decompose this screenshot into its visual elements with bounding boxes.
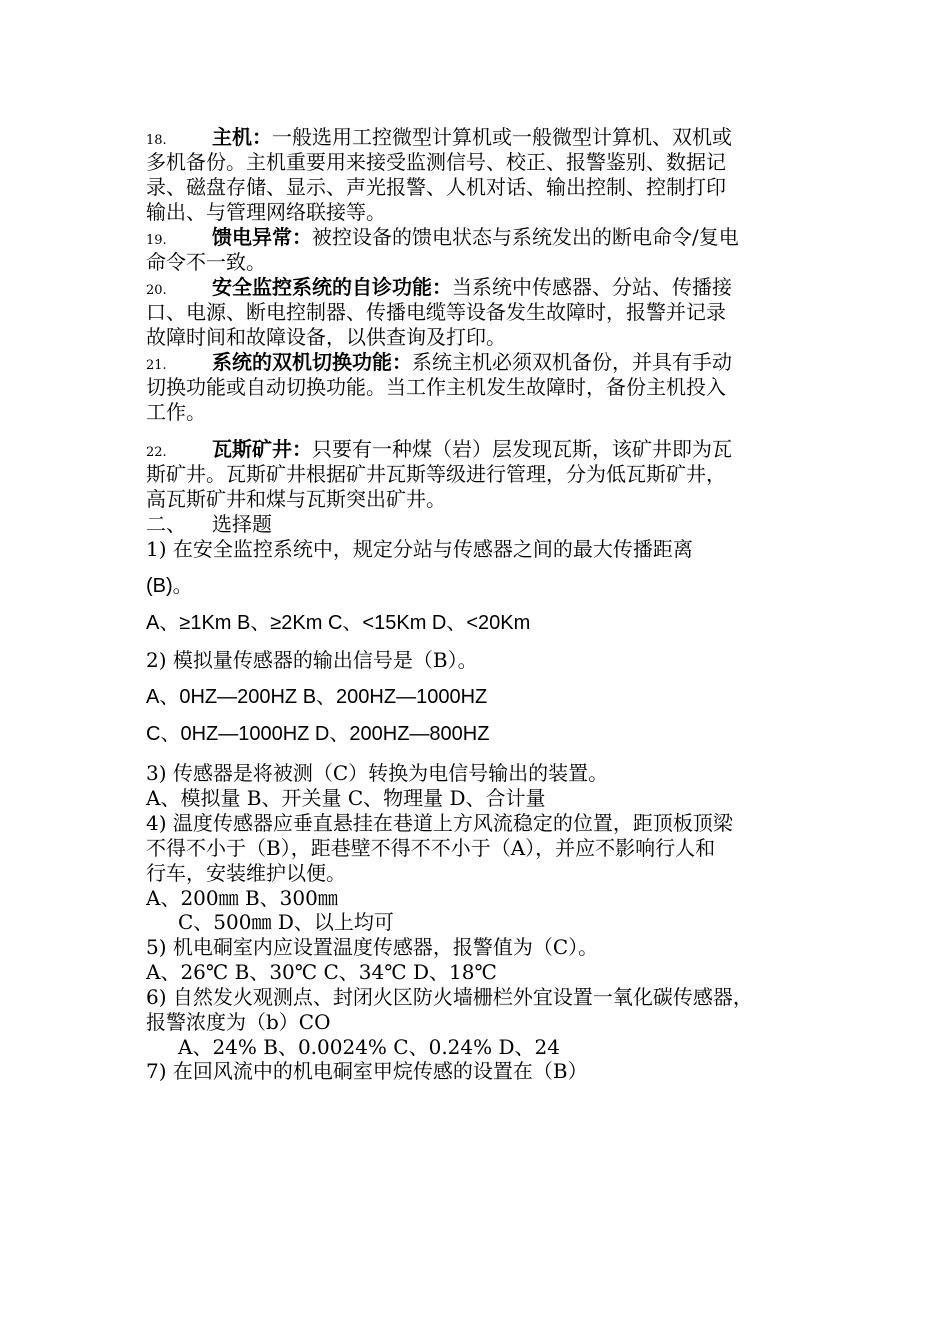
section-heading (146, 512, 272, 536)
question-5-options: A、26℃ B、30℃ C、34℃ D、18℃ (146, 960, 497, 984)
definition-20-line-1 (146, 275, 732, 303)
definition-text: 切换功能或自动切换功能。当工作主机发生故障时，备份主机投入 (146, 375, 726, 399)
question-6-options: A、24% B、0.0024% C、0.24% D、24 (178, 1035, 560, 1059)
question-6-text-2: 报警浓度为（b）CO (146, 1010, 331, 1034)
definition-text: 被控设备的馈电状态与系统发出的断电命令/复电 (312, 225, 739, 249)
question-4-options-1: A、200㎜ B、300㎜ (146, 886, 338, 910)
definition-text: 多机备份。主机重要用来接受监测信号、校正、报警鉴别、数据记 (146, 150, 726, 174)
definition-text: 斯矿井。瓦斯矿井根据矿井瓦斯等级进行管理，分为低瓦斯矿井， (146, 462, 726, 486)
question-2-options-1: A、0HZ—200HZ B、200HZ—1000HZ (146, 686, 488, 708)
definition-text: 输出、与管理网络联接等。 (146, 200, 386, 224)
definition-term: 瓦斯矿井： (212, 437, 312, 461)
question-4-text: 4) 温度传感器应垂直悬挂在巷道上方风流稳定的位置，距顶板顶梁 (146, 811, 733, 835)
question-4-text-3: 行车，安装维护以便。 (146, 861, 346, 885)
definition-text: 口、电源、断电控制器、传播电缆等设备发生故障时，报警并记录 (146, 300, 726, 324)
question-3-text: 3) 传感器是将被测（C）转换为电信号输出的装置。 (146, 761, 609, 785)
definition-term: 主机： (212, 125, 272, 149)
item-number: 19. (146, 233, 167, 248)
definition-text: 一般选用工控微型计算机或一般微型计算机、双机或 (272, 125, 732, 149)
definition-text: 当系统中传感器、分站、传播接 (452, 275, 732, 299)
question-6-text: 6) 自然发火观测点、封闭火区防火墙栅栏外宜设置一氧化碳传感器， (146, 985, 753, 1009)
definition-term: 馈电异常： (212, 225, 312, 249)
question-1-options: A、≥1Km B、≥2Km C、<15Km D、<20Km (146, 612, 531, 634)
item-number: 20. (146, 283, 167, 298)
definition-term: 安全监控系统的自诊功能： (212, 275, 452, 299)
definition-text: 高瓦斯矿井和煤与瓦斯突出矿井。 (146, 487, 446, 511)
definition-19-line-1 (146, 225, 739, 253)
section-title: 选择题 (212, 512, 272, 536)
definition-term: 系统的双机切换功能： (212, 350, 412, 374)
definition-text: 系统主机必须双机备份，并具有手动 (412, 350, 732, 374)
definition-22-line-1 (146, 437, 732, 465)
item-number: 22. (146, 445, 167, 460)
definition-text: 故障时间和故障设备，以供查询及打印。 (146, 325, 506, 349)
question-1-text: 1) 在安全监控系统中，规定分站与传感器之间的最大传播距离 (146, 537, 693, 561)
question-2-text: 2) 模拟量传感器的输出信号是（B）。 (146, 648, 478, 672)
question-3-options: A、模拟量 B、开关量 C、物理量 D、合计量 (146, 786, 546, 810)
question-7-text: 7) 在回风流中的机电硐室甲烷传感的设置在（B） (146, 1059, 588, 1083)
definition-21-line-1 (146, 350, 732, 378)
section-number: 二、 (146, 512, 186, 536)
item-number: 18. (146, 133, 167, 148)
definition-text: 命令不一致。 (146, 250, 266, 274)
definition-text: 录、磁盘存储、显示、声光报警、人机对话、输出控制、控制打印 (146, 175, 726, 199)
definition-18-line-1 (146, 125, 732, 153)
item-number: 21. (146, 358, 167, 373)
question-4-options-2: C、500㎜ D、以上均可 (178, 910, 394, 934)
definition-text: 只要有一种煤（岩）层发现瓦斯，该矿井即为瓦 (312, 437, 732, 461)
question-2-options-2: C、0HZ—1000HZ D、200HZ—800HZ (146, 723, 490, 745)
definition-text: 工作。 (146, 400, 206, 424)
question-4-text-2: 不得不小于（B），距巷壁不得不不小于（A），并应不影响行人和 (146, 836, 716, 860)
question-5-text: 5) 机电硐室内应设置温度传感器，报警值为（C）。 (146, 935, 599, 959)
question-1-text-2: (B)。 (146, 575, 193, 597)
